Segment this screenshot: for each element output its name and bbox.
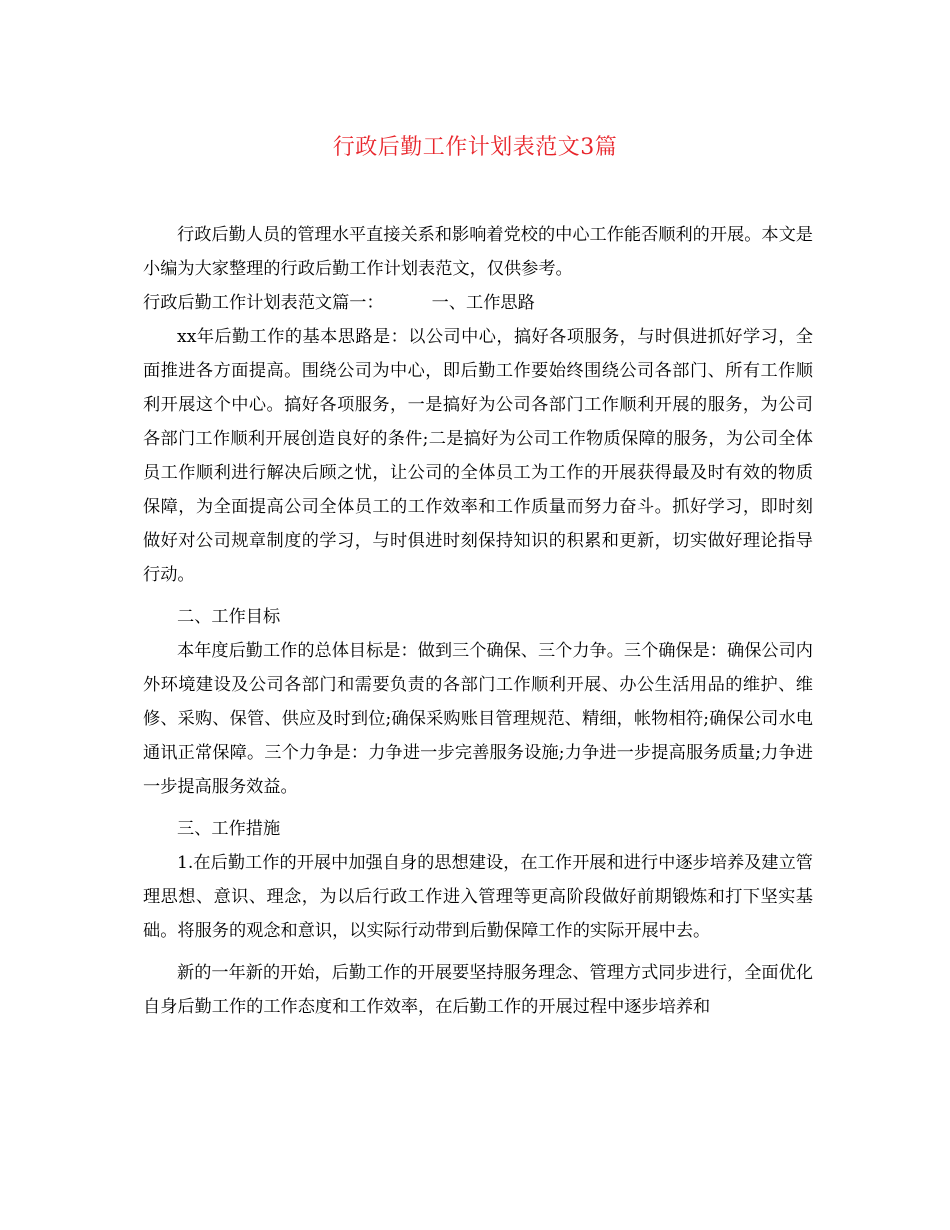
section-one-heading: 一、工作思路 [431, 293, 535, 313]
section-three-item-1: 1.在后勤工作的开展中加强自身的思想建设，在工作开展和进行中逐步培养及建立管理思想、意识、理念，为以后行政工作进入管理等更高阶段做好前期锻炼和打下坚实基础。将服务的观念和意识，以实际行动带到后勤保障工作的实际开展中去。 [143, 853, 813, 941]
part-one-heading-row [143, 286, 813, 320]
section-three-heading: 三、工作措施 [177, 819, 281, 839]
part-one-label: 行政后勤工作计划表范文篇一： [143, 293, 384, 313]
section-two-heading: 二、工作目标 [177, 607, 281, 627]
document-title: 行政后勤工作计划表范文3篇 [332, 135, 618, 160]
intro-paragraph: 行政后勤人员的管理水平直接关系和影响着党校的中心工作能否顺利的开展。本文是小编为大家整理的行政后勤工作计划表范文，仅供参考。 [143, 225, 813, 279]
section-two-paragraph: 本年度后勤工作的总体目标是：做到三个确保、三个力争。三个确保是：确保公司内外环境建设及公司各部门和需要负责的各部门工作顺利开展、办公生活用品的维护、维修、采购、保管、供应及时到位;确保采购账目管理规范、精细，帐物相符;确保公司水电通讯正常保障。三个力争是：力争进一步完善服务设施;力争进一步提高服务质量;力争进一步提高服务效益。 [143, 641, 813, 797]
section-three-paragraph-2: 新的一年新的开始，后勤工作的开展要坚持服务理念、管理方式同步进行，全面优化自身后勤工作的工作态度和工作效率，在后勤工作的开展过程中逐步培养和 [143, 963, 813, 1017]
section-one-paragraph: xx年后勤工作的基本思路是：以公司中心，搞好各项服务，与时俱进抓好学习，全面推进各方面提高。围绕公司为中心，即后勤工作要始终围绕公司各部门、所有工作顺利开展这个中心。搞好各项服务，一是搞好为公司各部门工作顺利开展的服务，为公司各部门工作顺利开展创造良好的条件;二是搞好为公司工作物质保障的服务，为公司全体员工作顺利进行解决后顾之忧，让公司的全体员工为工作的开展获得最及时有效的物质保障，为全面提高公司全体员工的工作效率和工作质量而努力奋斗。抓好学习，即时刻做好对公司规章制度的学习，与时俱进时刻保持知识的积累和更新，切实做好理论指导行动。 [143, 327, 813, 585]
document-body [143, 218, 813, 1024]
